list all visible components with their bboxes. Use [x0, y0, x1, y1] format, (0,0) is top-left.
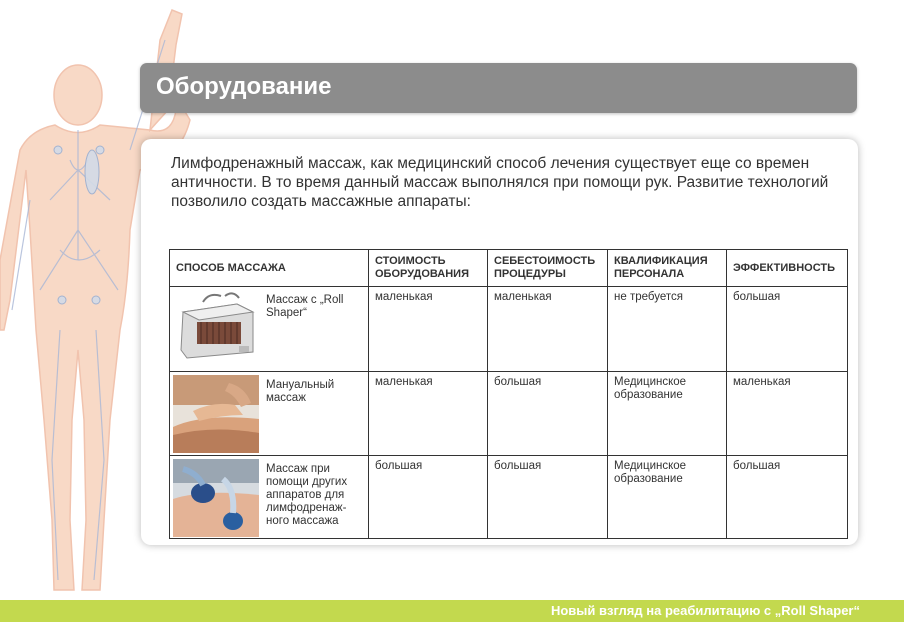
efficiency-cell: большая: [727, 456, 848, 539]
table-header-row: [170, 250, 848, 287]
manual-massage-photo: [173, 375, 259, 453]
column-header-staff-qualification: КВАЛИФИКАЦИЯ ПЕРСОНАЛА: [608, 250, 727, 287]
efficiency-cell: маленькая: [727, 372, 848, 456]
method-label: Мануальный массаж: [266, 379, 335, 404]
roll-shaper-device-image: [173, 290, 259, 360]
content-panel: [141, 139, 858, 545]
procedure-cost-cell: большая: [488, 456, 608, 539]
footer-tagline: Новый взгляд на реабилитацию с „Roll Shaper“: [550, 603, 860, 618]
equipment-cost-cell: большая: [369, 456, 488, 539]
method-cell: [170, 372, 369, 456]
table-row: [170, 287, 848, 372]
staff-qualification-cell: не требуется: [608, 287, 727, 372]
comparison-table: [169, 249, 848, 539]
page-title: Оборудование: [156, 73, 332, 100]
method-cell: [170, 287, 369, 372]
equipment-cost-cell: маленькая: [369, 287, 488, 372]
staff-qualification-cell: Медицинское образование: [608, 372, 727, 456]
table-row: [170, 456, 848, 539]
method-label: Массаж с „Roll Shaper“: [266, 294, 344, 319]
footer-bar: [0, 600, 904, 622]
column-header-efficiency: ЭФФЕКТИВНОСТЬ: [727, 250, 848, 287]
column-header-method: СПОСОБ МАССАЖА: [170, 250, 369, 287]
method-label: Массаж при помощи других аппаратов для лимфодренаж-ного массажа: [266, 463, 348, 527]
intro-paragraph: Лимфодренажный массаж, как медицинский способ лечения существует еще со времен античности. В то время данный массаж выполнялся при помощи рук. Развитие технологий позволило создать массажные аппараты:: [171, 155, 829, 210]
column-header-procedure-cost: СЕБЕСТОИМОСТЬ ПРОЦЕДУРЫ: [488, 250, 608, 287]
procedure-cost-cell: большая: [488, 372, 608, 456]
equipment-cost-cell: маленькая: [369, 372, 488, 456]
header-bar: [140, 63, 857, 113]
other-devices-massage-photo: [173, 459, 259, 537]
efficiency-cell: большая: [727, 287, 848, 372]
staff-qualification-cell: Медицинское образование: [608, 456, 727, 539]
method-cell: [170, 456, 369, 539]
procedure-cost-cell: маленькая: [488, 287, 608, 372]
table-row: [170, 372, 848, 456]
column-header-equipment-cost: СТОИМОСТЬ ОБОРУДОВАНИЯ: [369, 250, 488, 287]
